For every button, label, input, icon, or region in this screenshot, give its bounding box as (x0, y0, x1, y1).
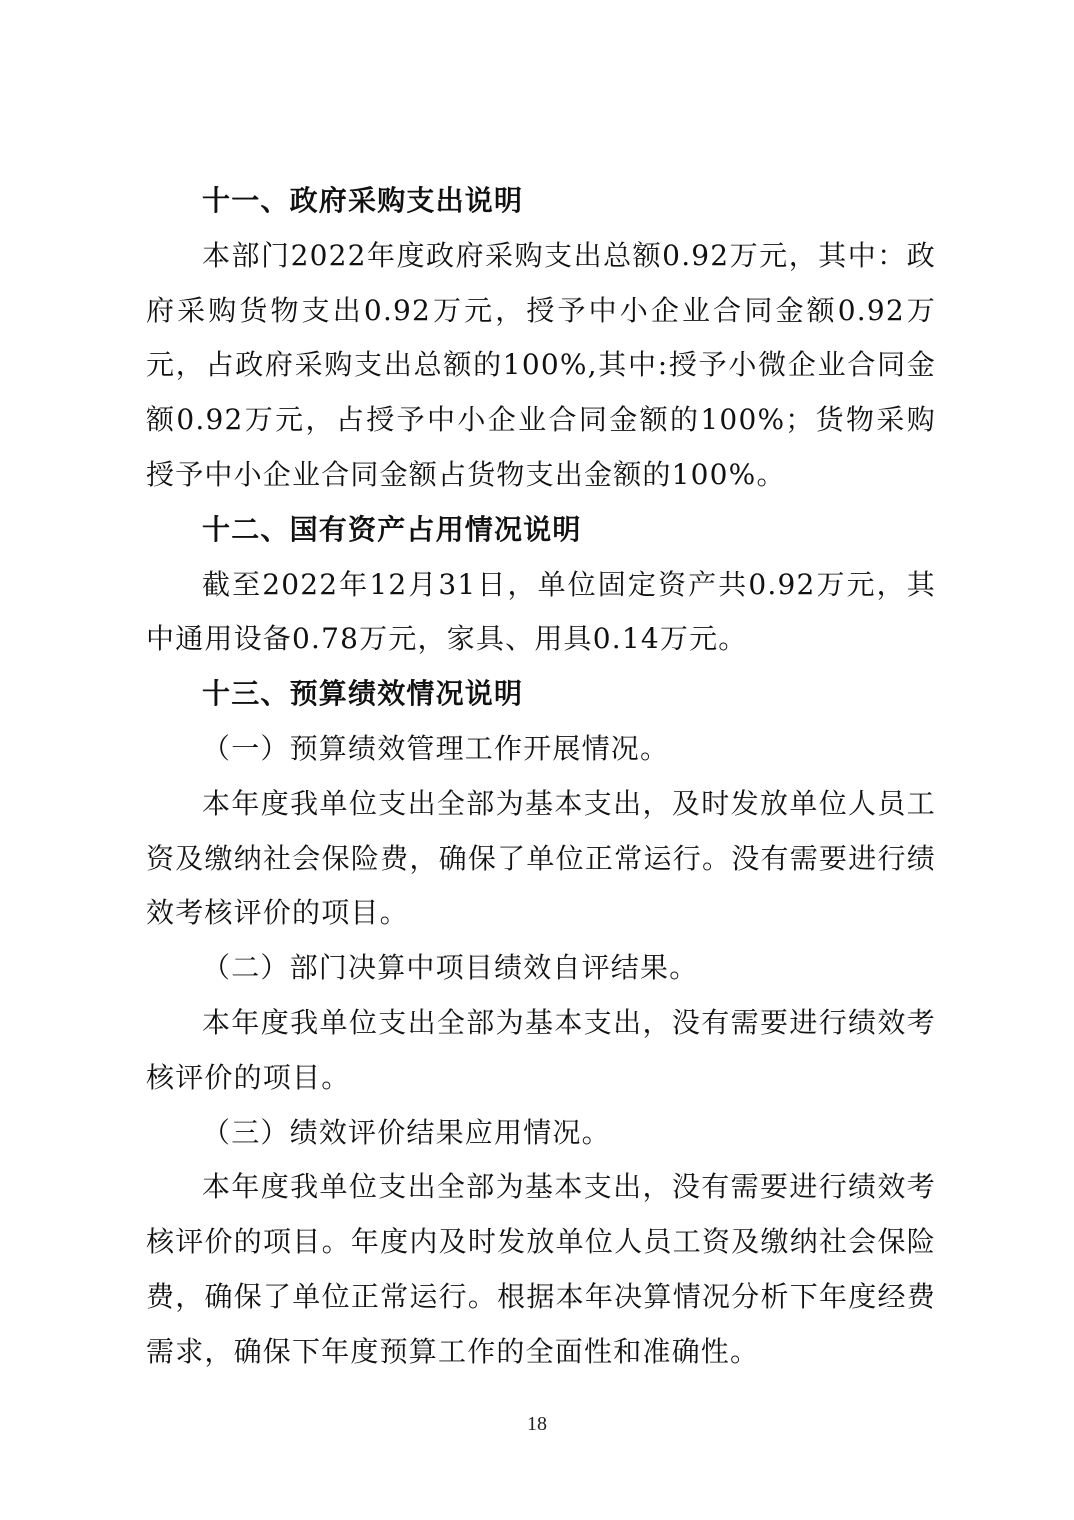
page-content (146, 174, 936, 1380)
subsection-1-title: （一）预算绩效管理工作开展情况。 (202, 731, 670, 765)
section-12-paragraph: 截至2022年12月31日，单位固定资产共0.92万元，其中通用设备0.78万元，家具、用具0.14万元。 (146, 567, 936, 656)
section-heading-11: 十一、政府采购支出说明 (202, 184, 524, 217)
section-11-paragraph: 本部门2022年度政府采购支出总额0.92万元，其中：政府采购货物支出0.92万元，授予中小企业合同金额0.92万元，占政府采购支出总额的100%,其中:授予小微企业合同金额0.92万元，占授予中小企业合同金额的100%；货物采购授予中小企业合同金额占货物支出金额的100%。 (146, 238, 936, 491)
subsection-1-paragraph: 本年度我单位支出全部为基本支出，及时发放单位人员工资及缴纳社会保险费，确保了单位正常运行。没有需要进行绩效考核评价的项目。 (146, 786, 936, 930)
section-heading-13: 十三、预算绩效情况说明 (202, 677, 524, 711)
page-number: 18 (527, 1413, 547, 1435)
subsection-3-title: （三）绩效评价结果应用情况。 (202, 1115, 611, 1149)
section-heading-12: 十二、国有资产占用情况说明 (202, 512, 582, 546)
subsection-2-paragraph: 本年度我单位支出全部为基本支出，没有需要进行绩效考核评价的项目。 (146, 1005, 936, 1094)
subsection-3-paragraph: 本年度我单位支出全部为基本支出，没有需要进行绩效考核评价的项目。年度内及时发放单位人员工资及缴纳社会保险费，确保了单位正常运行。根据本年决算情况分析下年度经费需求，确保下年度预算工作的全面性和准确性。 (146, 1170, 936, 1368)
subsection-2-title: （二）部门决算中项目绩效自评结果。 (202, 951, 699, 985)
